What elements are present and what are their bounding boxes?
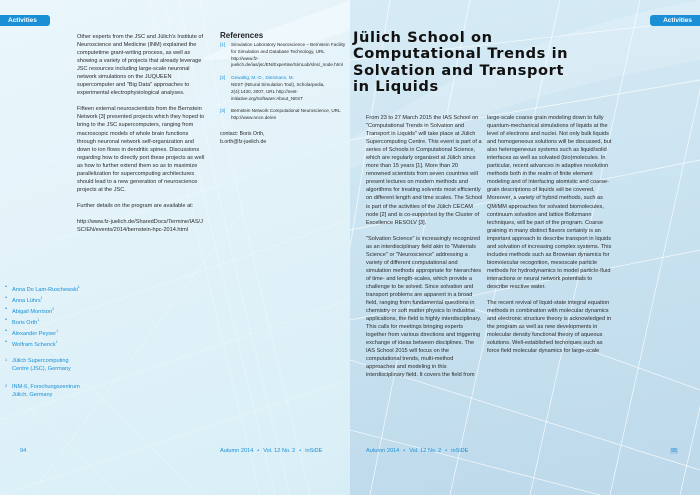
paragraph: large-scale coarse grain modeling down to fully quantum-mechanical simulations of liquids at the level of electrons and nuclei. Not only bulk liquids and homogeneous solutions will be discussed, but also heterogeneous systems such as liquid/solid interfaces as well as solvated (bio)molecules. In particular, recent advances in adaptive resolution methods both in the realm of finite element modeling and of interfacing atomistic and coarse-grain descriptions of liquids will be covered. Moreover, a variety of hybrid methods, such as QM/MM approaches for solvated biomolecules, continuum solvation and lattice Boltzmann techniques, will be part of the program. Coarse graining in many distinct flavors certainly is an important approach to describe transport in liquids and solvation of increasing complex systems. This includes methods such as Brownian dynamics for biomolecular recognition, mesoscale particle methods for hydrodynamics to model particle-fluid interactions or neural network potentials to describe reactive water.	[487, 115, 612, 290]
reference-item: [2] Gewaltig, M.-O., Diesmann, M. NEST (NEural Simulation Tool), Scholarpedia, 2(4):1430, 2007, URL http://nest-initiative.org/Software:About_NEST	[220, 75, 325, 101]
program-link[interactable]: http://www.fz-juelich.de/SharedDocs/Termine/IAS/JSC/EN/events/2014/bernstein-hpc-2014.html	[77, 218, 203, 233]
footer-left: Autumn 2014 • Vol. 12 No. 2 • inSiDE	[220, 448, 323, 454]
reference-item: [3] Bernstein Network Computational Neuroscience, URL http://www.nncn.de/en	[220, 108, 341, 121]
affiliation: 2 INM-6, Forschungszentrum Jülich, Germany	[5, 382, 80, 398]
author-item: • Boris Orth$^1$	[5, 316, 80, 327]
paragraph: Fifteen external neuroscientists from the Bernstein Network [3] presented projects which they hoped to bring to the JSC supercomputers, ranging from macroscopic models of whole brain functions through neuronal network self-organization and down to ion flows in dendritic spines. Discussions regarding how to directly port these projects as well as how to further extend them so as to maximize parallelization for supercomputing architectures should lead to a new generation of neuroscience projects at the JSC.	[77, 106, 205, 193]
paragraph: From 23 to 27 March 2015 the IAS School on "Computational Trends in Solvation and Transport in Liquids" will take place at Jülich Supercomputing Centre. This event is part of a series of Schools in Computational Science, which are regularly organized at Jülich since more than 15 years [1]. More than 20 renowned scientists from seven countries will present lectures on modern methods and algorithms for treating solvents most efficiently on different length and time scales. The School is part of the activities of the Jülich CECAM node [2] and is co-supported by the Cluster of Excellence RESOLV [3].	[366, 115, 483, 226]
author-item: • Anna Lührs$^1$	[5, 294, 80, 305]
contact-info: contact: Boris Orth, b.orth@fz-juelich.de	[220, 130, 346, 146]
reference-item: [1] Simulation Laboratory Neuroscience – Bernstein Facility for Simulation and Database Technology, URL http://www.fz-juelich.de/ias/jsc/EN/Expertise/SimLab/slns/_node.html	[220, 42, 346, 68]
references-title: References	[220, 31, 264, 40]
author-item: • Abigail Morrison$^2$	[5, 305, 80, 316]
contact-email[interactable]: b.orth@fz-juelich.de	[220, 139, 267, 146]
paragraph: "Solvation Science" is increasingly recognized as an interdisciplinary field akin to "Materials Science" or "Neuroscience" addressing a variety of different computational and simulation methods appropriate for hierarchies of time- and length-scales, which provide a challenge to be solved. Since solvation and transport problems are apparent in a broad field, ranging from fundamental questions in chemistry or soft matter physics to industrial applications, the field is highly interdisciplinary. This calls for meetings bringing experts together from various directions and triggering exchange of ideas between disciplines. The IAS School 2015 will focus on the computational trends, multi-method approaches and modeling in this interdisciplinary field. It covers the field from	[366, 235, 482, 379]
right-column-1	[366, 114, 484, 388]
article-title: Jülich School on Computational Trends in Solvation and Transport in Liquids	[353, 29, 569, 96]
right-column-2	[487, 114, 613, 363]
author-item: • Anna Do Lam-Ruschewski$^1$	[5, 283, 80, 294]
footer-right: Autumn 2014 • Vol. 12 No. 2 • inSiDE	[366, 448, 469, 454]
page-number-right: 95	[671, 448, 678, 454]
references-block	[220, 32, 346, 146]
author-item: • Wolfram Schenck$^1$	[5, 338, 80, 349]
author-item: • Alexander Peyser$^1$	[5, 327, 80, 338]
author-list	[5, 283, 80, 399]
paragraph: Other experts from the JSC and Jülich's Institute of Neuroscience and Medicine (INM) explained the computetime grant-writing process, as well as showing a variety of projects that already leverage JSC resources including large-scale neuronal network simulations on the JUQUEEN supercomputer and "Big Data" approaches to experimental electrophysiological analyses.	[77, 34, 204, 97]
affiliation: 1 Jülich Supercomputing Centre (JSC), Germany	[5, 357, 71, 373]
paragraph: Further details on the program are available at:	[77, 202, 194, 209]
section-tab-activities: Activities	[0, 15, 50, 26]
left-column-text	[77, 33, 205, 242]
section-tab-activities: Activities	[650, 15, 700, 26]
page-number-left: 94	[20, 448, 27, 454]
paragraph: The recent revival of liquid-state integral equation methods in combination with molecular dynamics and electronic structure theory is acknowledged in the program as well as new developments in molecular density functional theory of aqueous solutions. Well-established techniques such as force field molecular dynamics for large-scale	[487, 300, 612, 355]
